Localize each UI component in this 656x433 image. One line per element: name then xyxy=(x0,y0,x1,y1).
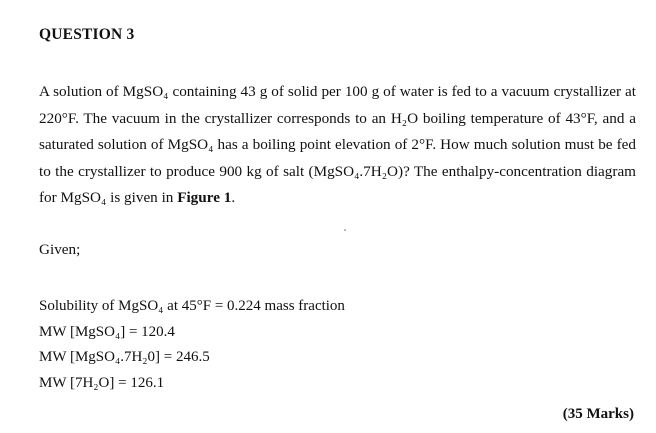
question-paragraph xyxy=(39,79,636,212)
fact-mw-mgso4: MW [MgSO₄] = 120.4 xyxy=(39,323,175,340)
scan-speck xyxy=(344,229,346,231)
fact-mw-hydrate: MW [MgSO₄.7H₂0] = 246.5 xyxy=(39,349,210,366)
given-label: Given; xyxy=(39,241,81,258)
fact-mw-water: MW [7H₂O] = 126.1 xyxy=(39,375,165,392)
given-facts xyxy=(39,294,345,397)
question-text: A solution of MgSO₄ containing 43 g of solid per 100 g of water is fed to a vacuum crystallizer at 220°F. The vacuum in the crystallizer corresponds to an H₂O boiling temperature of 43°F, and a saturated solution of MgSO₄ has a boiling point elevation of 2°F. How much solution must be fed to the crystallizer to produce 900 kg of salt (MgSO₄.7H₂O)? The enthalpy-concentration diagram for MgSO₄ is given in xyxy=(39,83,636,207)
fact-solubility: Solubility of MgSO₄ at 45°F = 0.224 mass fraction xyxy=(39,298,345,314)
question-text-end: . xyxy=(231,189,236,207)
marks-label: (35 Marks) xyxy=(562,406,634,422)
question-heading: QUESTION 3 xyxy=(39,26,135,43)
figure-reference: Figure 1 xyxy=(177,189,232,207)
